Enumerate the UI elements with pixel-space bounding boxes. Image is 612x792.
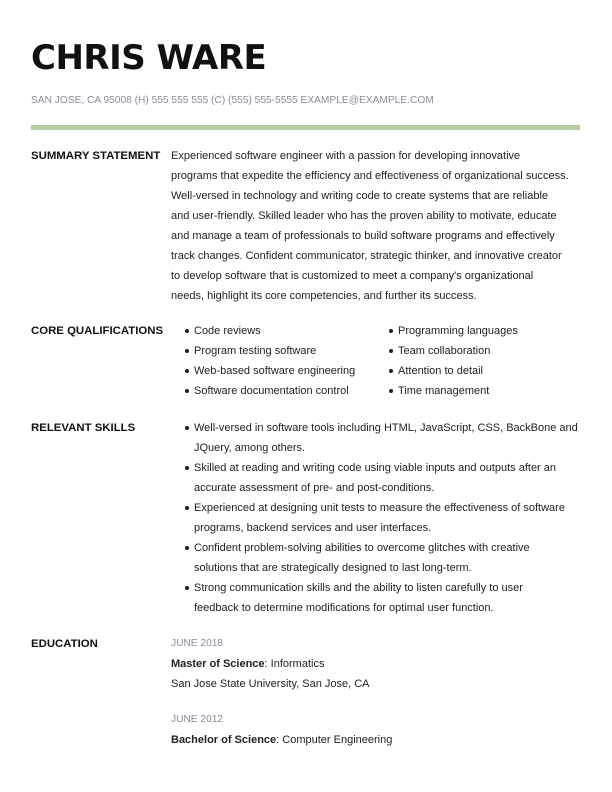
summary-text [171, 146, 580, 306]
header-divider [31, 125, 580, 130]
skill-line: accurate assessment of pre- and post-conditions. [194, 482, 435, 494]
education-degree-line [171, 730, 580, 750]
list-item [171, 458, 580, 498]
education-school: San Jose State University, San Jose, CA [171, 678, 370, 690]
skill-line: Experienced at designing unit tests to measure the effectiveness of software [194, 502, 565, 514]
list-item: Attention to detail [375, 361, 575, 381]
contact-line: SAN JOSE, CA 95008 (H) 555 555 555 (C) (555) 555-5555 EXAMPLE@EXAMPLE.COM [31, 95, 434, 106]
candidate-name: CHRIS WARE [31, 38, 267, 78]
section-title-qualifications: CORE QUALIFICATIONS [31, 325, 164, 337]
skills-list [171, 418, 580, 618]
education-field: : Computer Engineering [276, 734, 393, 746]
education-date: JUNE 2012 [171, 714, 224, 725]
education-entry [171, 634, 580, 694]
qualifications-column-left [171, 321, 371, 401]
skill-line: Skilled at reading and writing code using viable inputs and outputs after an [194, 462, 557, 474]
skill-line: solutions that are strategically designed to last long-term. [194, 562, 472, 574]
education-field: : Informatics [264, 658, 325, 670]
summary-line: needs, highlight its core competencies, and further its success. [171, 290, 477, 302]
skill-line: programs, backend services and user interfaces. [194, 522, 432, 534]
section-title-skills: RELEVANT SKILLS [31, 422, 136, 434]
section-title-education: EDUCATION [31, 638, 98, 650]
summary-line: and manage a team of professionals to build software programs and effectively [171, 230, 555, 242]
skill-line: JQuery, among others. [194, 442, 306, 454]
skill-line: Well-versed in software tools including HTML, JavaScript, CSS, BackBone and [194, 422, 578, 434]
list-item: Time management [375, 381, 575, 401]
skill-line: feedback to determine modifications for optimal user function. [194, 602, 494, 614]
list-item: Code reviews [171, 321, 371, 341]
list-item: Software documentation control [171, 381, 371, 401]
summary-line: Experienced software engineer with a passion for developing innovative [171, 150, 521, 162]
list-item [171, 498, 580, 538]
summary-line: and user-friendly. Skilled leader who has the proven ability to motivate, educate [171, 210, 557, 222]
list-item: Programming languages [375, 321, 575, 341]
education-date: JUNE 2018 [171, 638, 224, 649]
list-item [171, 418, 580, 458]
list-item: Team collaboration [375, 341, 575, 361]
list-item [171, 538, 580, 578]
education-list [171, 634, 580, 766]
education-entry [171, 710, 580, 750]
summary-line: programs that expedite the efficiency and effectiveness of organizational success. [171, 170, 569, 182]
summary-line: to develop software that is customized to meet a company's organizational [171, 270, 534, 282]
skill-line: Confident problem-solving abilities to overcome glitches with creative [194, 542, 530, 554]
education-degree: Bachelor of Science [171, 734, 277, 746]
list-item [171, 578, 580, 618]
education-degree-line [171, 654, 580, 674]
education-degree: Master of Science [171, 658, 265, 670]
list-item: Web-based software engineering [171, 361, 371, 381]
skill-line: Strong communication skills and the ability to listen carefully to user [194, 582, 523, 594]
section-title-summary: SUMMARY STATEMENT [31, 150, 161, 162]
summary-line: Well-versed in technology and writing code to create systems that are reliable [171, 190, 549, 202]
qualifications-column-right [375, 321, 575, 401]
list-item: Program testing software [171, 341, 371, 361]
summary-line: track changes. Confident communicator, strategic thinker, and innovative creator [171, 250, 562, 262]
